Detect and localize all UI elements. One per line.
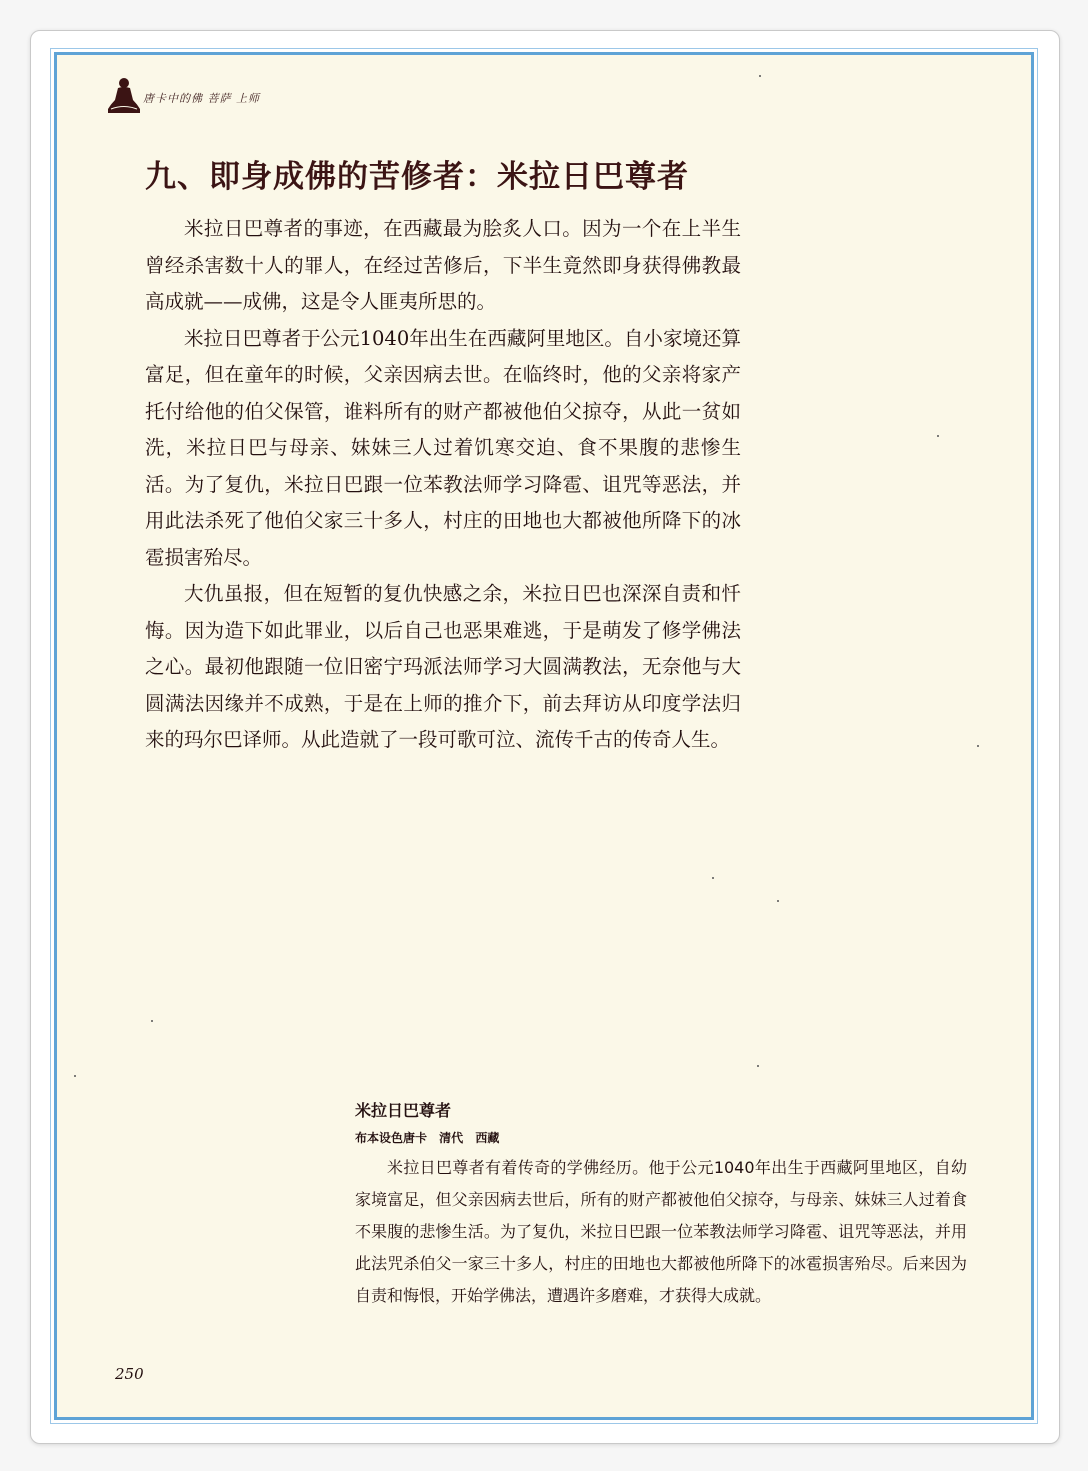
paper-speck: [759, 75, 761, 77]
paper-speck: [151, 1020, 153, 1022]
chapter-title: 九、即身成佛的苦修者：米拉日巴尊者: [145, 159, 689, 195]
caption-body: 米拉日巴尊者有着传奇的学佛经历。他于公元1040年出生于西藏阿里地区，自幼家境富足，但父亲因病去世后，所有的财产都被他伯父掠夺，与母亲、妹妹三人过着食不果腹的悲惨生活。为了复仇，米拉日巴跟一位苯教法师学习降雹、诅咒等恶法，并用此法咒杀伯父一家三十多人，村庄的田地也大都被他所降下的冰雹损害殆尽。后来因为自责和悔恨，开始学佛法，遭遇许多磨难，才获得大成就。: [355, 1158, 967, 1305]
paper-speck: [74, 1075, 76, 1077]
image-caption: [355, 1098, 967, 1312]
paragraph-3: 大仇虽报，但在短暂的复仇快感之余，米拉日巴也深深自责和忏悔。因为造下如此罪业，以后自己也恶果难逃，于是萌发了修学佛法之心。最初他跟随一位旧密宁玛派法师学习大圆满教法，无奈他与大圆满法因缘并不成熟，于是在上师的推介下，前去拜访从印度学法归来的玛尔巴译师。从此造就了一段可歌可泣、流传千古的传奇人生。: [145, 582, 741, 751]
seated-figure-icon: [107, 76, 141, 114]
caption-title: 米拉日巴尊者: [355, 1101, 452, 1120]
paragraph-2: 米拉日巴尊者于公元1040年出生在西藏阿里地区。自小家境还算富足，但在童年的时候，父亲因病去世。在临终时，他的父亲将家产托付给他的伯父保管，谁料所有的财产都被他伯父掠夺，从此一贫如洗，米拉日巴与母亲、妹妹三人过着饥寒交迫、食不果腹的悲惨生活。为了复仇，米拉日巴跟一位苯教法师学习降雹、诅咒等恶法，并用此法杀死了他伯父家三十多人，村庄的田地也大都被他所降下的冰雹损害殆尽。: [145, 326, 741, 569]
paper-speck: [757, 1065, 759, 1067]
running-head-text: 唐卡中的佛 菩萨 上师: [143, 92, 260, 105]
paper-speck: [977, 745, 979, 747]
book-page: [54, 52, 1034, 1420]
paper-speck: [777, 900, 779, 902]
page-number: 250: [115, 1365, 144, 1383]
main-body: [145, 211, 741, 759]
paper-speck: [712, 877, 714, 879]
paragraph-1: 米拉日巴尊者的事迹，在西藏最为脍炙人口。因为一个在上半生曾经杀害数十人的罪人，在经过苦修后，下半生竟然即身获得佛教最高成就——成佛，这是令人匪夷所思的。: [145, 217, 741, 313]
paper-speck: [937, 435, 939, 437]
caption-meta: 布本设色唐卡 清代 西藏: [355, 1131, 500, 1145]
running-header: [107, 75, 260, 115]
